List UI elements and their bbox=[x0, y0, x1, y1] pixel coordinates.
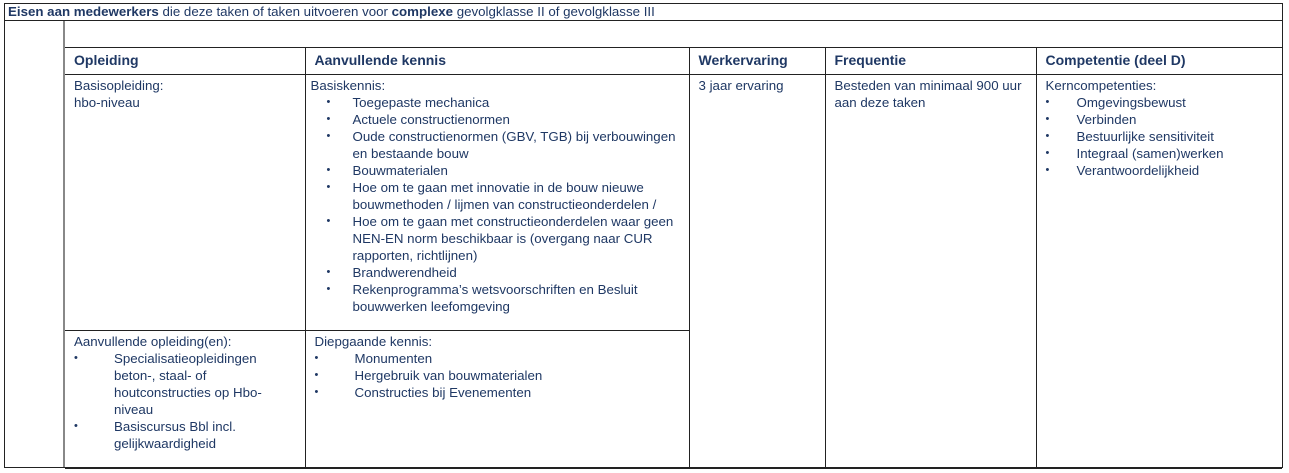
opleiding-basis-cell bbox=[65, 75, 305, 331]
list-item: • Integraal (samen)werken bbox=[1046, 145, 1278, 162]
header-row bbox=[65, 48, 1282, 75]
header-competentie: Competentie (deel D) bbox=[1036, 48, 1282, 75]
frequentie-cell: Besteden van minimaal 900 uur aan deze taken bbox=[825, 75, 1036, 469]
section-title bbox=[5, 4, 1282, 21]
diepgaande-kennis-cell bbox=[305, 331, 689, 469]
list-item: • Hoe om te gaan met constructieonderdelen waar geen NEN-EN norm beschikbaar is (overgang naar CUR rapporten, richtlijnen) bbox=[311, 213, 684, 264]
basiskennis-cell bbox=[305, 75, 689, 331]
basiskennis-label: Basiskennis: bbox=[310, 78, 386, 93]
list-item: • Verantwoordelijkheid bbox=[1046, 162, 1278, 179]
header-opleiding: Opleiding bbox=[65, 48, 305, 75]
list-item: • Monumenten bbox=[315, 350, 684, 367]
list-item: • Bouwmaterialen bbox=[311, 162, 684, 179]
table-row bbox=[65, 75, 1282, 331]
list-item: • Constructies bij Evenementen bbox=[315, 384, 684, 401]
basis-opleiding-value: hbo-niveau bbox=[74, 95, 140, 110]
list-item: • Verbinden bbox=[1046, 111, 1278, 128]
list-item: • Brandwerendheid bbox=[311, 264, 684, 281]
requirements-table bbox=[65, 47, 1282, 469]
list-item: • Rekenprogramma’s wetsvoorschriften en Besluit bouwwerken leefomgeving bbox=[311, 281, 684, 315]
list-item: • Toegepaste mechanica bbox=[311, 94, 684, 111]
blank-row bbox=[65, 21, 1282, 48]
title-bold-1: Eisen aan medewerkers bbox=[8, 4, 159, 19]
list-item: • Omgevingsbewust bbox=[1046, 94, 1278, 111]
list-item: • Oude constructienormen (GBV, TGB) bij verbouwingen en bestaande bouw bbox=[311, 128, 684, 162]
aanvullende-opleiding-label: Aanvullende opleiding(en): bbox=[74, 334, 232, 349]
kerncompetenties-label: Kerncompetenties: bbox=[1045, 78, 1157, 93]
list-item: • Basiscursus Bbl incl. gelijkwaardigheid bbox=[74, 418, 300, 452]
header-werkervaring: Werkervaring bbox=[689, 48, 825, 75]
opleiding-aanvullend-cell bbox=[65, 331, 305, 469]
list-item: • Hoe om te gaan met innovatie in de bouw nieuwe bouwmethoden / lijmen van constructieonderdelen / bbox=[311, 179, 684, 213]
list-item: • Specialisatieopleidingen beton-, staal- of houtconstructies op Hbo-niveau bbox=[74, 350, 300, 418]
header-frequentie: Frequentie bbox=[825, 48, 1036, 75]
title-bold-2: complexe bbox=[391, 4, 453, 19]
title-text-2: gevolgklasse II of gevolgklasse III bbox=[453, 4, 655, 19]
list-item: • Hergebruik van bouwmaterialen bbox=[315, 367, 684, 384]
list-item: • Actuele constructienormen bbox=[311, 111, 684, 128]
title-text-1: die deze taken of taken uitvoeren voor bbox=[158, 4, 392, 19]
basis-opleiding-label: Basisopleiding: bbox=[74, 78, 164, 93]
list-item: • Bestuurlijke sensitiviteit bbox=[1046, 128, 1278, 145]
diepgaande-kennis-label: Diepgaande kennis: bbox=[314, 334, 433, 349]
werkervaring-cell: 3 jaar ervaring bbox=[689, 75, 825, 469]
competentie-cell bbox=[1036, 75, 1282, 469]
header-aanvullende-kennis: Aanvullende kennis bbox=[305, 48, 689, 75]
requirements-frame bbox=[4, 3, 1283, 468]
